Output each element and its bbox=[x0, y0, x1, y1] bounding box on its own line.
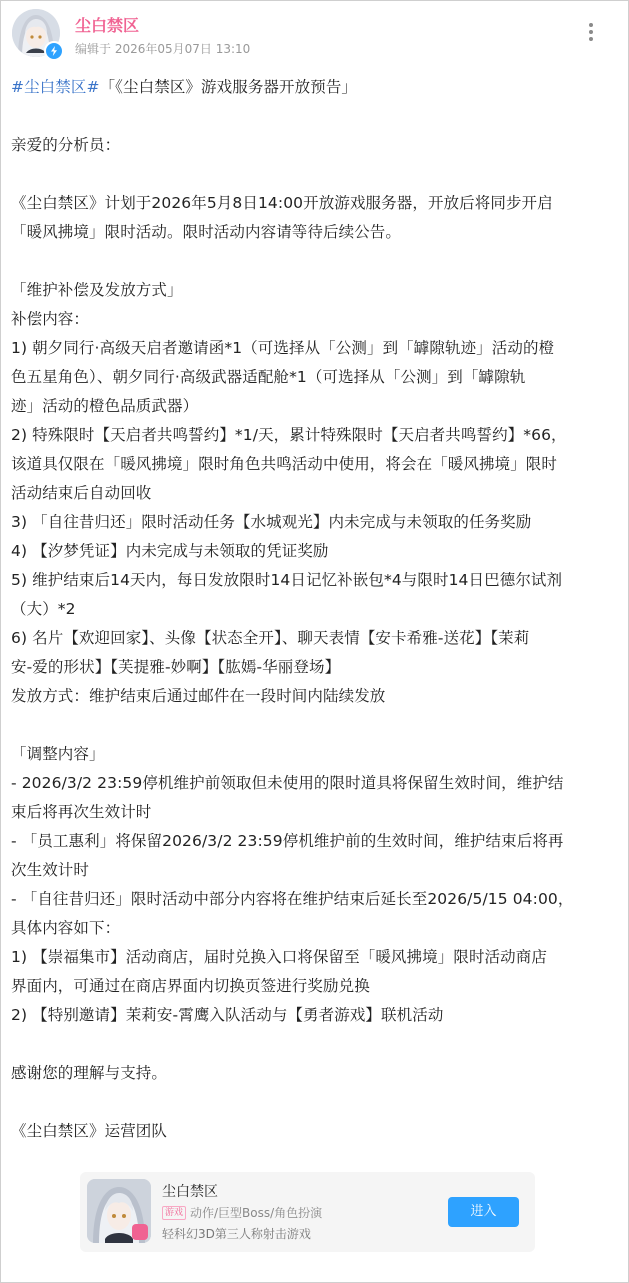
post-text-line: 亲爱的分析员： bbox=[11, 136, 121, 154]
post-text-line: 色五星角色）、朝夕同行·高级武器适配舱*1（可选择从「公测」到「罅隙轨 bbox=[11, 368, 526, 386]
blank-line bbox=[11, 711, 616, 740]
post-text-line: 2) 特殊限时【天启者共鸣誓约】*1/天，累计特殊限时【天启者共鸣誓约】*66， bbox=[11, 426, 567, 444]
post-text-line: 迹」活动的橙色品质武器） bbox=[11, 397, 199, 415]
game-badge: 游戏 bbox=[162, 1206, 186, 1220]
blank-line bbox=[11, 102, 616, 131]
game-card-description: 轻科幻3D第三人称射击游戏 bbox=[162, 1227, 311, 1241]
post-text-line: 安-爱的形状】【芙提雅-妙啊】【肱嫣-华丽登场】 bbox=[11, 658, 341, 676]
game-card-tag-text: 动作/巨型Boss/角色扮演 bbox=[190, 1206, 323, 1220]
blank-line bbox=[11, 1088, 616, 1117]
post-text-line: - 「员工惠利」将保留2026/3/2 23:59停机维护前的生效时间，维护结束后将再 bbox=[11, 832, 564, 850]
post-text-line: 1) 【崇福集市】活动商店，届时兑换入口将保留至「暖风拂境」限时活动商店 bbox=[11, 948, 547, 966]
author-name[interactable]: 尘白禁区 bbox=[75, 16, 140, 35]
post-text-line: 次生效计时 bbox=[11, 861, 90, 879]
game-cover-image bbox=[87, 1179, 151, 1243]
post-text-line: 3) 「自往昔归还」限时活动任务【水城观光】内未完成与未领取的任务奖励 bbox=[11, 513, 532, 531]
post-text-line: 《尘白禁区》计划于2026年5月8日14:00开放游戏服务器，开放后将同步开启 bbox=[11, 194, 553, 212]
post-body bbox=[11, 73, 616, 1146]
post-text-line: 「暖风拂境」限时活动。限时活动内容请等待后续公告。 bbox=[11, 223, 402, 241]
blank-line bbox=[11, 247, 616, 276]
post-title: 「《尘白禁区》游戏服务器开放预告」 bbox=[99, 78, 358, 96]
post-text-line: 活动结束后自动回收 bbox=[11, 484, 152, 502]
post-text-line: - 2026/3/2 23:59停机维护前领取但未使用的限时道具将保留生效时间，维护结 bbox=[11, 774, 564, 792]
post-text-line: 2) 【特别邀请】茉莉安-霄鹰入队活动与【勇者游戏】联机活动 bbox=[11, 1006, 444, 1024]
post-text-line: 感谢您的理解与支持。 bbox=[11, 1064, 168, 1082]
lightning-verified-icon bbox=[44, 41, 64, 61]
post-text-line: 4) 【汐梦凭证】内未完成与未领取的凭证奖励 bbox=[11, 542, 329, 560]
post-text-line: 该道具仅限在「暖风拂境」限时角色共鸣活动中使用，将会在「暖风拂境」限时 bbox=[11, 455, 558, 473]
post-text-line: - 「自往昔归还」限时活动中部分内容将在维护结束后延长至2026/5/15 04:00， bbox=[11, 890, 574, 908]
post-text-line: 发放方式：维护结束后通过邮件在一段时间内陆续发放 bbox=[11, 687, 386, 705]
post-text-line: 「维护补偿及发放方式」 bbox=[11, 281, 183, 299]
post-text-line: （大）*2 bbox=[11, 600, 76, 618]
game-card[interactable] bbox=[80, 1172, 535, 1252]
blank-line bbox=[11, 160, 616, 189]
post-text-line: 界面内，可通过在商店界面内切换页签进行奖励兑换 bbox=[11, 977, 370, 995]
game-card-title: 尘白禁区 bbox=[162, 1184, 218, 1200]
post-text-line: 6) 名片【欢迎回家】、头像【状态全开】、聊天表情【安卡希雅-送花】【茉莉 bbox=[11, 629, 530, 647]
enter-button[interactable]: 进入 bbox=[448, 1197, 519, 1227]
post-text-line: 束后将再次生效计时 bbox=[11, 803, 152, 821]
post-text-line: 「调整内容」 bbox=[11, 745, 105, 763]
vertical-ellipsis-icon[interactable] bbox=[583, 23, 599, 45]
bilibili-tv-icon bbox=[132, 1224, 148, 1240]
post-header bbox=[1, 1, 628, 67]
post-text-line: 补偿内容： bbox=[11, 310, 90, 328]
game-card-tags bbox=[162, 1204, 322, 1221]
post-text-line: 具体内容如下： bbox=[11, 919, 121, 937]
hashtag-link[interactable]: #尘白禁区# bbox=[11, 78, 100, 96]
post-text-line: 《尘白禁区》运营团队 bbox=[11, 1122, 168, 1140]
blank-line bbox=[11, 1030, 616, 1059]
post-text-line: 5) 维护结束后14天内，每日发放限时14日记忆补嵌包*4与限时14日巴德尔试剂 bbox=[11, 571, 563, 589]
post-title-line bbox=[11, 73, 616, 102]
post-timestamp: 编辑于 2026年05月07日 13:10 bbox=[75, 42, 251, 56]
post-text-line: 1) 朝夕同行·高级天启者邀请函*1（可选择从「公测」到「罅隙轨迹」活动的橙 bbox=[11, 339, 555, 357]
post-text-lines bbox=[11, 102, 616, 1146]
